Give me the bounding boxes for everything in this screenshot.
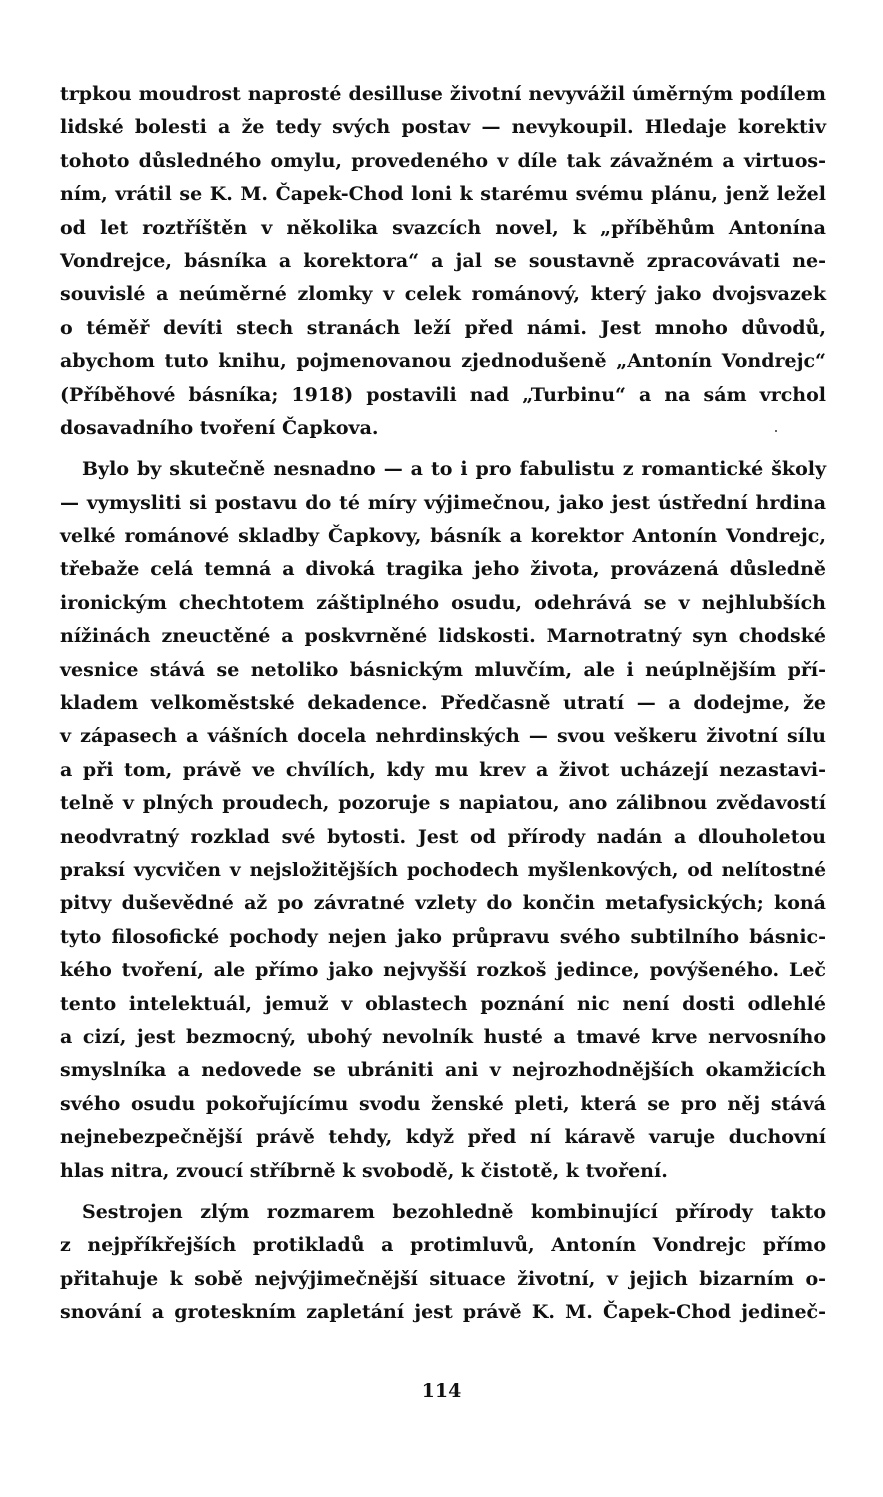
text-line: z nejpříkřejších protikladů a protimluvů, Antonín Vondrejc přímo [60, 1234, 826, 1257]
paragraph-3 [60, 1196, 826, 1330]
text-line: — vymysliti si postavu do té míry výjimečnou, jako jest ústřední hrdina [60, 491, 826, 514]
text-line: přitahuje k sobě nejvýjimečnější situace životní, v jejich bizarním o- [60, 1267, 826, 1290]
text-line: kého tvoření, ale přímo jako nejvyšší rozkoš jedince, povýšeného. Leč [60, 959, 826, 982]
text-line: v zápasech a vášních docela nehrdinských — svou veškeru životní sílu [60, 725, 826, 748]
text-line: ironickým chechtotem záštiplného osudu, odehrává se v nejhlubších [60, 591, 826, 614]
paragraph-1 [60, 78, 826, 445]
text-line: vesnice stává se netoliko básnickým mluvčím, ale i neúplnějším pří- [60, 658, 826, 681]
text-line: lidské bolesti a že tedy svých postav — nevykoupil. Hledaje korektiv [60, 116, 826, 139]
text-line: kladem velkoměstské dekadence. Předčasně utratí — a dodejme, že [60, 692, 826, 715]
text-line: třebaže celá temná a divoká tragika jeho života, provázená důsledně [60, 558, 826, 581]
text-line: tento intelektuál, jemuž v oblastech poznání nic není dosti odlehlé [60, 992, 826, 1015]
paragraph-2 [60, 453, 826, 1188]
text-line: snování a groteskním zapletání jest právě K. M. Čapek-Chod jedineč- [60, 1301, 826, 1324]
text-line: Vondrejce, básníka a korektora“ a jal se soustavně zpracovávati ne- [60, 249, 826, 272]
text-line: neodvratný rozklad své bytosti. Jest od přírody nadán a dlouholetou [60, 825, 826, 848]
text-line: o téměř devíti stech stranách leží před námi. Jest mnoho důvodů, [60, 316, 826, 339]
text-line: smyslníka a nedovede se ubrániti ani v nejrozhodnějších okamžicích [60, 1059, 826, 1082]
text-line: Bylo by skutečně nesnadno — a to i pro fabulistu z romantické školy [82, 458, 826, 481]
text-line: ním, vrátil se K. M. Čapek-Chod loni k starému svému plánu, jenž ležel [60, 183, 826, 206]
text-line: pitvy duševědné až po závratné vzlety do končin metafysických; koná [60, 892, 826, 915]
text-line: velké románové skladby Čapkovy, básník a korektor Antonín Vondrejc, [60, 525, 826, 548]
ink-speck [775, 430, 777, 432]
page-number: 114 [421, 1380, 462, 1402]
text-line: hlas nitra, zvoucí stříbrně k svobodě, k čistotě, k tvoření. [60, 1159, 668, 1182]
text-line: od let roztříštěn v několika svazcích novel, k „příběhům Antonína [60, 216, 826, 239]
text-line: tohoto důsledného omylu, provedeného v díle tak závažném a virtuos- [60, 149, 826, 172]
text-line: nejnebezpečnější právě tehdy, když před ní káravě varuje duchovní [60, 1126, 826, 1149]
text-line: Sestrojen zlým rozmarem bezohledně kombinující přírody takto [82, 1200, 826, 1223]
text-line: nížinách zneuctěné a poskvrněné lidskosti. Marnotratný syn chodské [60, 625, 826, 648]
text-line: tyto filosofické pochody nejen jako průpravu svého subtilního básnic- [60, 925, 826, 948]
text-line: svého osudu pokořujícímu svodu ženské pleti, která se pro něj stává [60, 1092, 826, 1115]
text-line: a při tom, právě ve chvílích, kdy mu krev a život ucházejí nezastavi- [60, 758, 826, 781]
text-line: telně v plných proudech, pozoruje s napiatou, ano zálibnou zvědavostí [60, 792, 826, 815]
text-line: dosavadního tvoření Čapkova. [60, 416, 379, 439]
text-line: (Příběhové básníka; 1918) postavili nad „Turbinu“ a na sám vrchol [60, 383, 826, 406]
text-line: abychom tuto knihu, pojmenovanou zjednodušeně „Antonín Vondrejc“ [60, 350, 826, 373]
body-text [60, 78, 826, 1329]
text-line: a cizí, jest bezmocný, ubohý nevolník husté a tmavé krve nervosního [60, 1025, 826, 1048]
text-line: praksí vycvičen v nejsložitějších pochodech myšlenkových, od nelítostné [60, 859, 826, 881]
text-line: souvislé a neúměrné zlomky v celek románový, který jako dvojsvazek [60, 283, 826, 306]
text-line: trpkou moudrost naprosté desilluse životní nevyvážil úměrným podílem [60, 83, 826, 105]
